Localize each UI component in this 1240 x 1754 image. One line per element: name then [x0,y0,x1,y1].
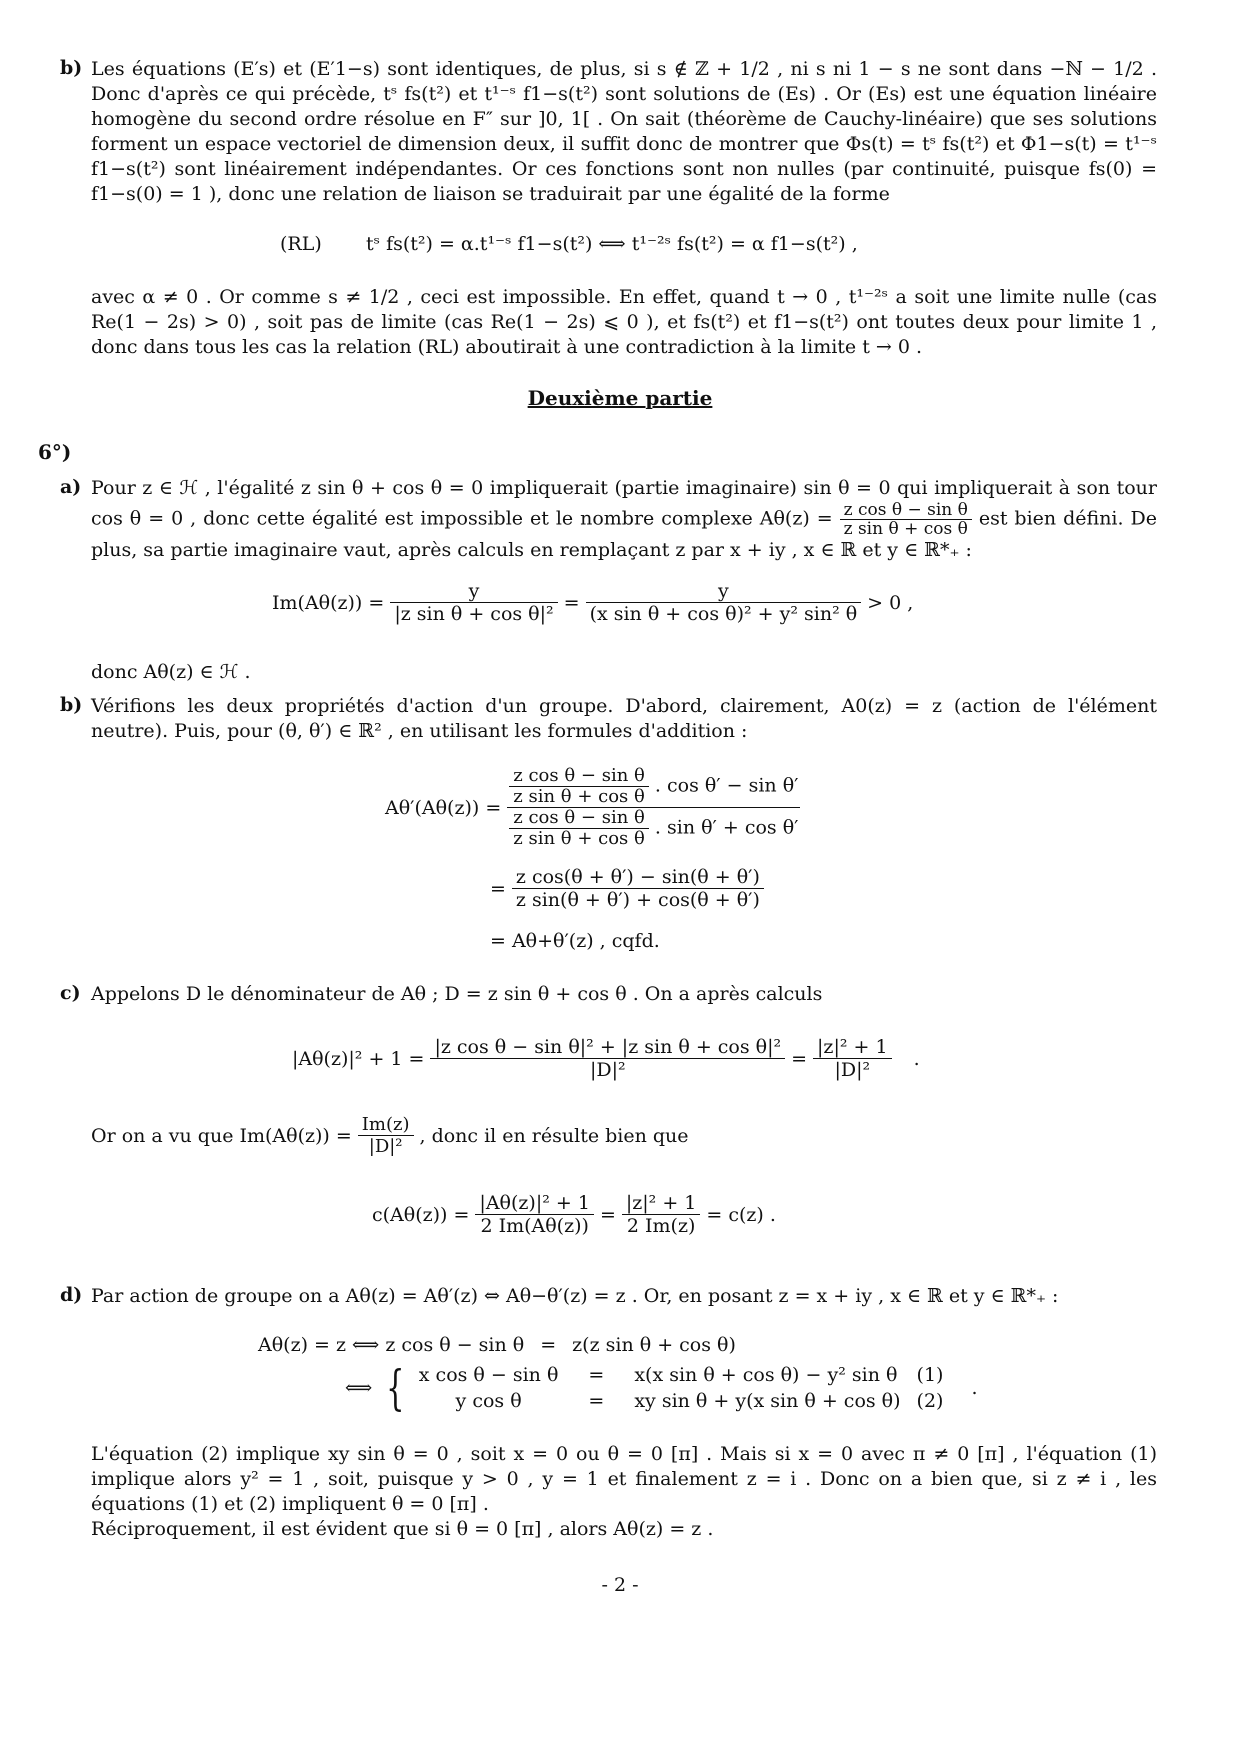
section-heading [0,386,1240,410]
heading-text: Deuxième partie [527,386,713,410]
im-frac-2 [586,580,862,625]
composition-big-fraction [507,766,800,849]
a-theta-fraction [840,501,972,538]
c-end: = c(z) . [706,1203,776,1226]
im-frac-2-num: y [586,580,862,603]
page-number: - 2 - [601,1574,639,1596]
system-equation [250,1332,760,1358]
system-end: . [971,1377,978,1399]
inner-frac-top [509,766,649,807]
system-brace: { [386,1360,405,1416]
mod-frac-1-num: |z cos θ − sin θ|² + |z sin θ + cos θ|² [430,1036,785,1059]
c-invariance-equation: c(Aθ(z)) = $\frac{\text{|Aθ(z)|² + 1}}{2 Im(A\theta(z))}$ = $\frac{\text{|z|² + 1}}{2 Im(z)}$ = c(z) . [372,1192,776,1237]
part-c-paragraph: Appelons D le dénominateur de Aθ ; D = z sin θ + cos θ . On a après calculs [91,983,823,1005]
composition-lhs: Aθ′(Aθ(z)) = [385,796,502,819]
mod-frac-1 [430,1036,785,1081]
c-frac-2 [622,1192,701,1237]
c-frac-1-num: |Aθ(z)|² + 1 [475,1192,594,1215]
part-b2-paragraph: Vérifions les deux propriétés d'action d'un groupe. D'abord, clairement, A0(z) = z (action de l'élément neutre). Puis, pour (θ, θ′) ∈ ℝ² , en utilisant les formules d'addition : [91,695,1157,742]
c-frac-1 [475,1192,594,1237]
c-frac-2-num: |z|² + 1 [622,1192,701,1215]
sys-2-num: (2) [916,1390,944,1412]
im-frac-2-den: (x sin θ + cos θ)² + y² sin² θ [589,603,858,625]
part-d-converse: Réciproquement, il est évident que si θ = 0 [π] , alors Aθ(z) = z . [91,1518,714,1540]
composition-line-3: = Aθ+θ′(z) , cqfd. [490,930,660,952]
im-frac-1-num: y [390,580,557,603]
sys-1-right: x(x sin θ + cos θ) − y² sin θ [634,1364,898,1386]
mod-end: . [913,1047,920,1070]
im-relation-text-b: , donc il en résulte bien que [419,1124,689,1147]
part-a-label: a) [60,476,82,498]
sys-row1-left: Aθ(z) = z ⟺ z cos θ − sin θ [258,1334,525,1356]
system-table [250,1332,760,1358]
line2-frac [512,866,764,911]
system-lines: x cos θ − sin θ = x(x sin θ + cos θ) − y² sin θ (1) y cos θ = xy sin θ + y(x sin θ + cos θ) (2) [411,1362,952,1414]
im-rhs: > 0 , [867,591,914,614]
part-a-text-1: Pour z ∈ ℋ , l'égalité z sin θ + cos θ = 0 impliquerait (partie imaginaire) sin θ = 0 qui impliquerait à son tour cos θ = 0 , donc cette égalité est impossible et le nombre complexe Aθ(z) = [91,477,1157,530]
part-b2-label: b) [60,694,83,716]
composition-equation [385,766,800,849]
im-relation-frac [358,1114,414,1157]
section-number: 6°) [38,440,72,464]
part-d-label: d) [60,1284,83,1306]
bot-tail: . sin θ′ + cos θ′ [654,816,799,839]
c-frac-2-den: 2 Im(z) [626,1215,696,1237]
im-relation-line [91,1114,689,1157]
composition-line-2 [490,866,764,911]
sys-row1-eq: = [540,1334,557,1356]
part-b-conclusion: avec α ≠ 0 . Or comme s ≠ 1/2 , ceci est impossible. En effet, quand t → 0 , t¹⁻²ˢ a soit une limite nulle (cas Re(1 − 2s) > 0) , soit pas de limite (cas Re(1 − 2s) ⩽ 0 ), et fs(t²) et f1−s(t²) ont toutes deux pour limite 1 , donc dans tous les cas la relation (RL) aboutirait à une contradiction à la limite t → 0 . [91,286,1157,358]
part-d-paragraph: Par action de groupe on a Aθ(z) = Aθ′(z) ⇔ Aθ−θ′(z) = z . Or, en posant z = x + iy , x ∈ ℝ et y ∈ ℝ*₊ : [91,1285,1059,1307]
sys-row1-right: z(z sin θ + cos θ) [572,1334,736,1356]
part-b-paragraph: Les équations (E′s) et (E′1−s) sont identiques, de plus, si s ∉ ℤ + 1/2 , ni s ni 1 − s ne sont dans −ℕ − 1/2 . Donc d'après ce qui précède, tˢ fs(t²) et t¹⁻ˢ f1−s(t²) sont solutions de (Es) . Or (Es) est une équation linéaire homogène du second ordre résolue en F″ sur ]0, 1[ . On sait (théorème de Cauchy-linéaire) que ses solutions forment un espace vectoriel de dimension deux, il suffit donc de montrer que Φs(t) = tˢ fs(t²) et Φ1−s(t) = t¹⁻ˢ f1−s(t²) sont linéairement indépendantes. Or ces fonctions sont non nulles (par continuité, puisque fs(0) = f1−s(0) = 1 ), donc une relation de liaison se traduirait par une égalité de la forme [91,58,1157,205]
im-relation-text-a: Or on a vu que Im(Aθ(z)) = [91,1124,352,1147]
mod-frac-2-num: |z|² + 1 [813,1036,892,1059]
im-lhs: Im(Aθ(z)) = [272,591,385,614]
sys-1-num: (1) [916,1364,944,1386]
sys-2-right: xy sin θ + y(x sin θ + cos θ) [634,1390,901,1412]
big-frac-num [507,766,800,808]
c-frac-1-den: 2 Im(Aθ(z)) [480,1215,589,1237]
im-relation-den: |D|² [368,1136,403,1157]
im-relation-num: Im(z) [358,1114,414,1136]
top-tail: . cos θ′ − sin θ′ [654,774,799,797]
equiv-arrow: ⟺ [345,1377,373,1399]
sys-1-left: x cos θ − sin θ [418,1364,559,1386]
im-frac-1-den: |z sin θ + cos θ|² [394,603,554,625]
mod-frac-2 [813,1036,892,1081]
sys-2-left: y cos θ [455,1390,522,1412]
modulus-equation [292,1036,920,1081]
c-lhs: c(Aθ(z)) = [372,1203,470,1226]
part-a-text-2: est bien défini. De plus, sa partie imaginaire vaut, après calculs en remplaçant z par x + iy , x ∈ ℝ et y ∈ ℝ*₊ : [91,507,1157,561]
rl-equation: tˢ fs(t²) = α.t¹⁻ˢ f1−s(t²) ⟺ t¹⁻²ˢ fs(t²) = α f1−s(t²) , [366,233,858,255]
part-b-label: b) [60,57,83,79]
mod-lhs: |Aθ(z)|² + 1 = [292,1047,425,1070]
im-frac-1 [390,580,557,625]
inner-bot-num: z cos θ − sin θ [509,808,649,829]
a-theta-den: z sin θ + cos θ [843,519,968,539]
mod-frac-1-den: |D|² [589,1059,626,1081]
rl-label: (RL) [280,233,322,255]
part-c-label: c) [60,982,81,1004]
part-a-paragraph [91,476,1157,563]
part-a-conclusion: donc Aθ(z) ∈ ℋ . [91,661,251,683]
line2-eq: = [490,877,506,900]
line2-num: z cos(θ + θ′) − sin(θ + θ′) [512,866,764,889]
line2-den: z sin(θ + θ′) + cos(θ + θ′) [515,889,760,911]
big-frac-den [507,808,800,849]
mod-frac-2-den: |D|² [834,1059,871,1081]
system-block [345,1362,978,1414]
inner-top-den: z sin θ + cos θ [513,786,645,807]
im-mid: = [563,591,580,614]
im-equation [272,580,913,625]
part-d-analysis: L'équation (2) implique xy sin θ = 0 , soit x = 0 ou θ = 0 [π] . Mais si x = 0 avec π ≠ 0 [π] , l'équation (1) implique alors y² = 1 , soit, puisque y > 0 , y = 1 et finalement z = i . Donc on a bien que, si z ≠ i , les équations (1) et (2) impliquent θ = 0 [π] . [91,1443,1157,1515]
inner-frac-bot [509,808,649,849]
a-theta-num: z cos θ − sin θ [840,501,972,520]
mod-mid: = [791,1047,808,1070]
inner-bot-den: z sin θ + cos θ [513,828,645,849]
inner-top-num: z cos θ − sin θ [509,766,649,787]
